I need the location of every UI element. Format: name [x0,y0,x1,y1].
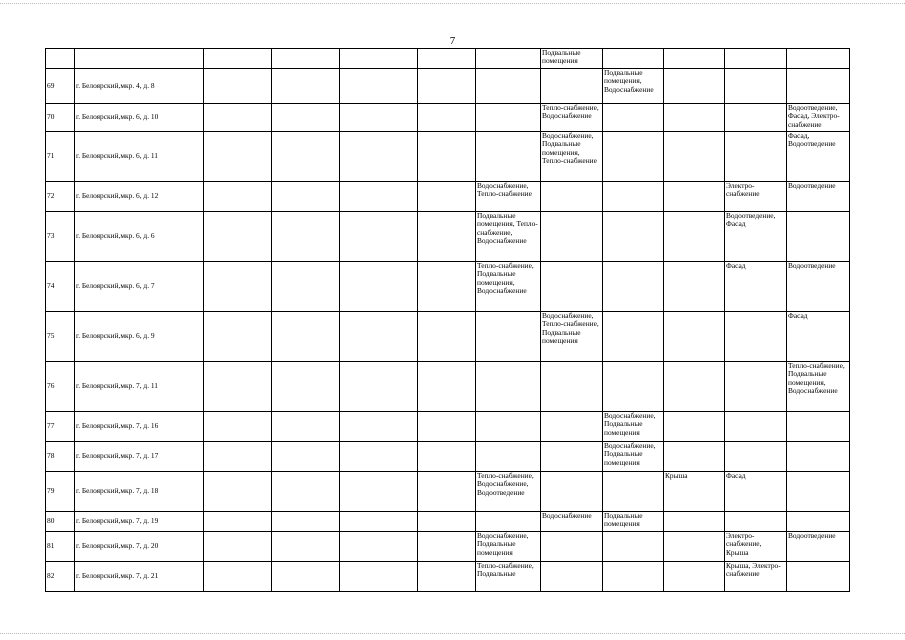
address-cell: г. Белоярский,мкр. 7, д. 17 [75,442,204,472]
table-row [46,212,850,262]
table-row [46,104,850,132]
work-type-cell: Подвальные помещения, Водоснабжение [603,69,664,104]
work-type-cell: Подвальные помещения [541,49,603,69]
table-row [46,472,850,512]
work-type-cell [418,212,476,262]
address-cell: г. Белоярский,мкр. 6, д. 11 [75,132,204,182]
work-type-cell [340,262,418,312]
work-type-cell [418,104,476,132]
table-row [46,69,850,104]
work-type-cell [418,562,476,592]
row-number-cell: 74 [46,262,75,312]
work-type-cell: Водоотведение [787,182,850,212]
work-type-cell [725,412,787,442]
work-type-cell [541,182,603,212]
table-row [46,562,850,592]
work-type-cell [725,442,787,472]
work-type-cell [272,412,340,442]
work-type-cell [272,442,340,472]
work-type-cell [787,562,850,592]
row-number-cell: 82 [46,562,75,592]
work-type-cell [787,412,850,442]
work-type-cell: Водоснабжение, Подвальные помещения, Тепло-снабжение [541,132,603,182]
work-type-cell [664,412,725,442]
work-type-cell [476,512,541,532]
work-type-cell [272,49,340,69]
row-number-cell: 69 [46,69,75,104]
work-type-cell [340,532,418,562]
work-type-cell [541,262,603,312]
work-type-cell: Электро-снабжение [725,182,787,212]
work-type-cell [272,182,340,212]
table-row [46,532,850,562]
address-cell: г. Белоярский,мкр. 7, д. 21 [75,562,204,592]
work-type-cell [340,212,418,262]
work-type-cell [418,69,476,104]
work-type-cell: Крыша, Электро-снабжение [725,562,787,592]
work-type-cell: Электро-снабжение, Крыша [725,532,787,562]
work-type-cell [664,49,725,69]
work-type-cell [725,512,787,532]
work-type-cell [272,532,340,562]
work-type-cell [603,562,664,592]
work-type-cell [418,132,476,182]
work-type-cell [476,49,541,69]
address-cell: г. Белоярский,мкр. 7, д. 11 [75,362,204,412]
work-type-cell [340,182,418,212]
work-type-cell [725,49,787,69]
work-type-cell [418,312,476,362]
work-type-cell [340,562,418,592]
work-type-cell: Водоснабжение [541,512,603,532]
address-cell: г. Белоярский,мкр. 7, д. 19 [75,512,204,532]
work-type-cell [340,132,418,182]
work-type-cell: Подвальные помещения, Тепло-снабжение, Водоснабжение [476,212,541,262]
work-type-cell [418,532,476,562]
work-type-cell [541,412,603,442]
work-type-cell [603,472,664,512]
work-type-cell [272,69,340,104]
work-type-cell [204,442,272,472]
work-type-cell [204,362,272,412]
work-type-cell [204,312,272,362]
work-type-cell [204,132,272,182]
work-type-cell [664,104,725,132]
work-type-cell: Подвальные помещения [603,512,664,532]
work-type-cell: Водоотведение [787,532,850,562]
work-type-cell [418,512,476,532]
work-type-cell [204,472,272,512]
work-type-cell [418,442,476,472]
work-type-cell [204,562,272,592]
table-row [46,312,850,362]
work-type-cell [603,182,664,212]
work-type-cell [541,472,603,512]
top-edge-line [0,3,905,5]
work-type-cell: Тепло-снабжение, Подвальные помещения, Водоснабжение [787,362,850,412]
work-type-cell [340,104,418,132]
table-row [46,262,850,312]
work-type-cell [204,412,272,442]
work-type-cell: Крыша [664,472,725,512]
work-type-cell [787,212,850,262]
row-number-cell: 70 [46,104,75,132]
work-type-cell [204,69,272,104]
work-type-cell [476,104,541,132]
work-type-cell [340,442,418,472]
address-cell: г. Белоярский,мкр. 6, д. 7 [75,262,204,312]
work-type-cell [725,69,787,104]
row-number-cell: 77 [46,412,75,442]
work-type-cell [664,262,725,312]
address-cell: г. Белоярский,мкр. 7, д. 20 [75,532,204,562]
work-type-cell [541,532,603,562]
work-type-cell [664,182,725,212]
table-row [46,412,850,442]
work-type-cell: Водоснабжение, Тепло-снабжение [476,182,541,212]
work-type-cell: Фасад [787,312,850,362]
work-type-cell [272,562,340,592]
work-type-cell [204,262,272,312]
row-number-cell: 71 [46,132,75,182]
work-type-cell [476,69,541,104]
work-type-cell [603,532,664,562]
work-type-cell [476,442,541,472]
work-type-cell [418,49,476,69]
work-type-cell [204,532,272,562]
work-type-cell: Водоотведение [787,262,850,312]
bottom-edge-line [0,633,905,635]
table-row [46,362,850,412]
work-type-cell [272,362,340,412]
work-type-cell [272,104,340,132]
work-type-cell [272,472,340,512]
work-type-cell [541,562,603,592]
work-type-cell [476,362,541,412]
row-number-cell: 80 [46,512,75,532]
work-type-cell: Фасад [725,262,787,312]
work-type-cell: Тепло-снабжение, Подвальные [476,562,541,592]
row-number-cell: 79 [46,472,75,512]
work-type-cell [476,132,541,182]
work-type-cell [272,312,340,362]
address-cell: г. Белоярский,мкр. 6, д. 10 [75,104,204,132]
work-type-cell: Водоснабжение, Тепло-снабжение, Подвальные помещения [541,312,603,362]
table-row [46,512,850,532]
work-type-cell [603,212,664,262]
work-type-cell [664,212,725,262]
row-number-cell: 81 [46,532,75,562]
table-body [46,49,850,592]
work-type-cell [603,362,664,412]
work-type-cell: Тепло-снабжение, Водоснабжение, Водоотведение [476,472,541,512]
work-type-cell [787,69,850,104]
work-type-cell [418,472,476,512]
repair-schedule-table [45,48,850,592]
work-type-cell [664,362,725,412]
work-type-cell [787,49,850,69]
work-type-cell [664,532,725,562]
work-type-cell [603,262,664,312]
address-cell: г. Белоярский,мкр. 7, д. 16 [75,412,204,442]
work-type-cell [787,472,850,512]
row-number-cell [46,49,75,69]
work-type-cell [725,312,787,362]
work-type-cell [340,362,418,412]
work-type-cell [272,212,340,262]
table-row [46,182,850,212]
work-type-cell [541,69,603,104]
page-number: 7 [449,35,456,47]
work-type-cell [603,132,664,182]
work-type-cell [664,562,725,592]
work-type-cell [340,69,418,104]
table-row [46,442,850,472]
work-type-cell [476,412,541,442]
work-type-cell [787,442,850,472]
row-number-cell: 76 [46,362,75,412]
work-type-cell [204,212,272,262]
work-type-cell [340,472,418,512]
work-type-cell [204,104,272,132]
work-type-cell [418,362,476,412]
work-type-cell [603,49,664,69]
table-row [46,49,850,69]
work-type-cell [204,182,272,212]
work-type-cell [340,312,418,362]
address-cell: г. Белоярский,мкр. 6, д. 6 [75,212,204,262]
row-number-cell: 78 [46,442,75,472]
work-type-cell [725,132,787,182]
work-type-cell [787,512,850,532]
work-type-cell [340,412,418,442]
work-type-cell [418,412,476,442]
work-type-cell [340,512,418,532]
work-type-cell [204,512,272,532]
address-cell: г. Белоярский,мкр. 6, д. 12 [75,182,204,212]
address-cell [75,49,204,69]
work-type-cell [664,512,725,532]
work-type-cell: Водоснабжение, Подвальные помещения [603,442,664,472]
work-type-cell [664,442,725,472]
work-type-cell [603,312,664,362]
row-number-cell: 75 [46,312,75,362]
work-type-cell [272,512,340,532]
work-type-cell: Водоотведение, Фасад [725,212,787,262]
work-type-cell: Тепло-снабжение, Подвальные помещения, Водоснабжение [476,262,541,312]
row-number-cell: 73 [46,212,75,262]
work-type-cell [204,49,272,69]
work-type-cell [418,262,476,312]
work-type-cell: Водоснабжение, Подвальные помещения [603,412,664,442]
work-type-cell: Фасад [725,472,787,512]
work-type-cell [541,442,603,472]
work-type-cell [664,132,725,182]
work-type-cell [664,312,725,362]
table-row [46,132,850,182]
work-type-cell [725,362,787,412]
work-type-cell [272,132,340,182]
work-type-cell [541,362,603,412]
address-cell: г. Белоярский,мкр. 7, д. 18 [75,472,204,512]
work-type-cell: Тепло-снабжение, Водоснабжение [541,104,603,132]
work-type-cell [664,69,725,104]
work-type-cell [418,182,476,212]
work-type-cell [541,212,603,262]
work-type-cell: Фасад, Водоотведение [787,132,850,182]
address-cell: г. Белоярский,мкр. 4, д. 8 [75,69,204,104]
work-type-cell [272,262,340,312]
work-type-cell: Водоотведение, Фасад, Электро-снабжение [787,104,850,132]
work-type-cell: Водоснабжение, Подвальные помещения [476,532,541,562]
work-type-cell [476,312,541,362]
row-number-cell: 72 [46,182,75,212]
work-type-cell [725,104,787,132]
work-type-cell [340,49,418,69]
address-cell: г. Белоярский,мкр. 6, д. 9 [75,312,204,362]
work-type-cell [603,104,664,132]
